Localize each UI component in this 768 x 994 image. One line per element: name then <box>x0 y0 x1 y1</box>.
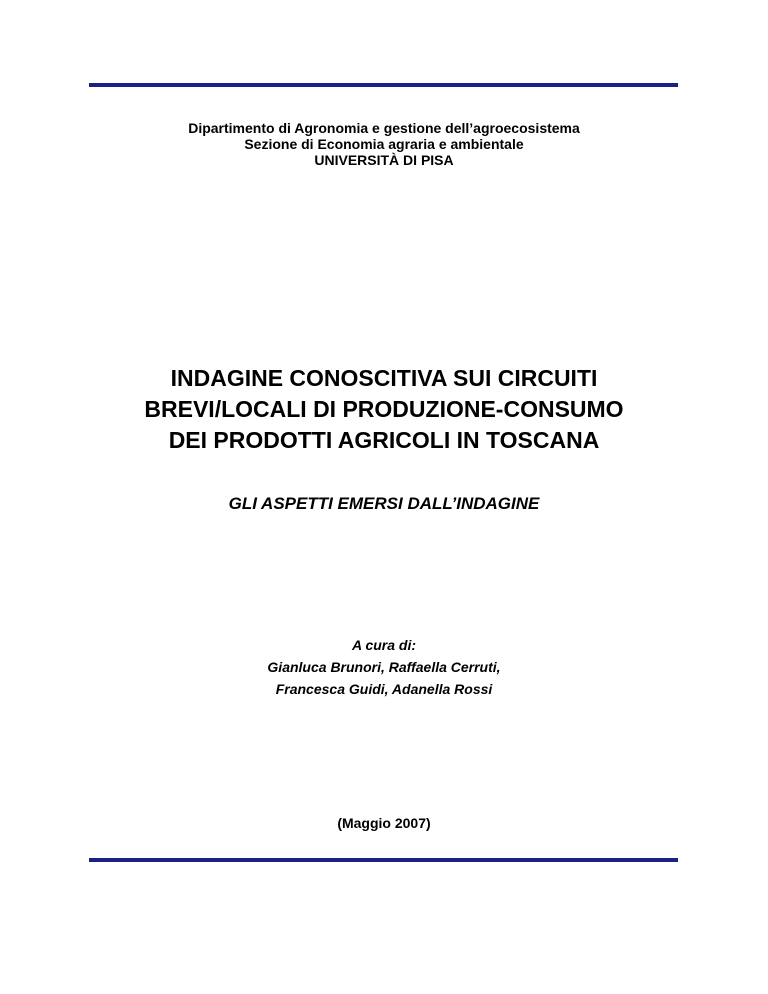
authors-label: A cura di: <box>351 637 417 653</box>
section-name: Sezione di Economia agraria e ambientale <box>244 136 524 152</box>
bottom-divider <box>89 858 678 862</box>
document-subtitle: GLI ASPETTI EMERSI DALL’INDAGINE <box>228 494 540 513</box>
top-divider <box>89 83 678 87</box>
title-line-1: INDAGINE CONOSCITIVA SUI CIRCUITI <box>170 365 598 391</box>
publication-date: (Maggio 2007) <box>337 815 431 831</box>
document-title <box>0 363 768 456</box>
university-name: UNIVERSITÀ DI PISA <box>314 152 454 168</box>
title-line-3: DEI PRODOTTI AGRICOLI IN TOSCANA <box>168 427 600 453</box>
title-line-2: BREVI/LOCALI DI PRODUZIONE-CONSUMO <box>144 396 624 422</box>
authors-line-2: Francesca Guidi, Adanella Rossi <box>275 681 493 697</box>
authors-block <box>0 634 768 700</box>
institution-header <box>0 120 768 168</box>
department-name: Dipartimento di Agronomia e gestione dell’agroecosistema <box>188 120 580 136</box>
authors-line-1: Gianluca Brunori, Raffaella Cerruti, <box>267 659 501 675</box>
